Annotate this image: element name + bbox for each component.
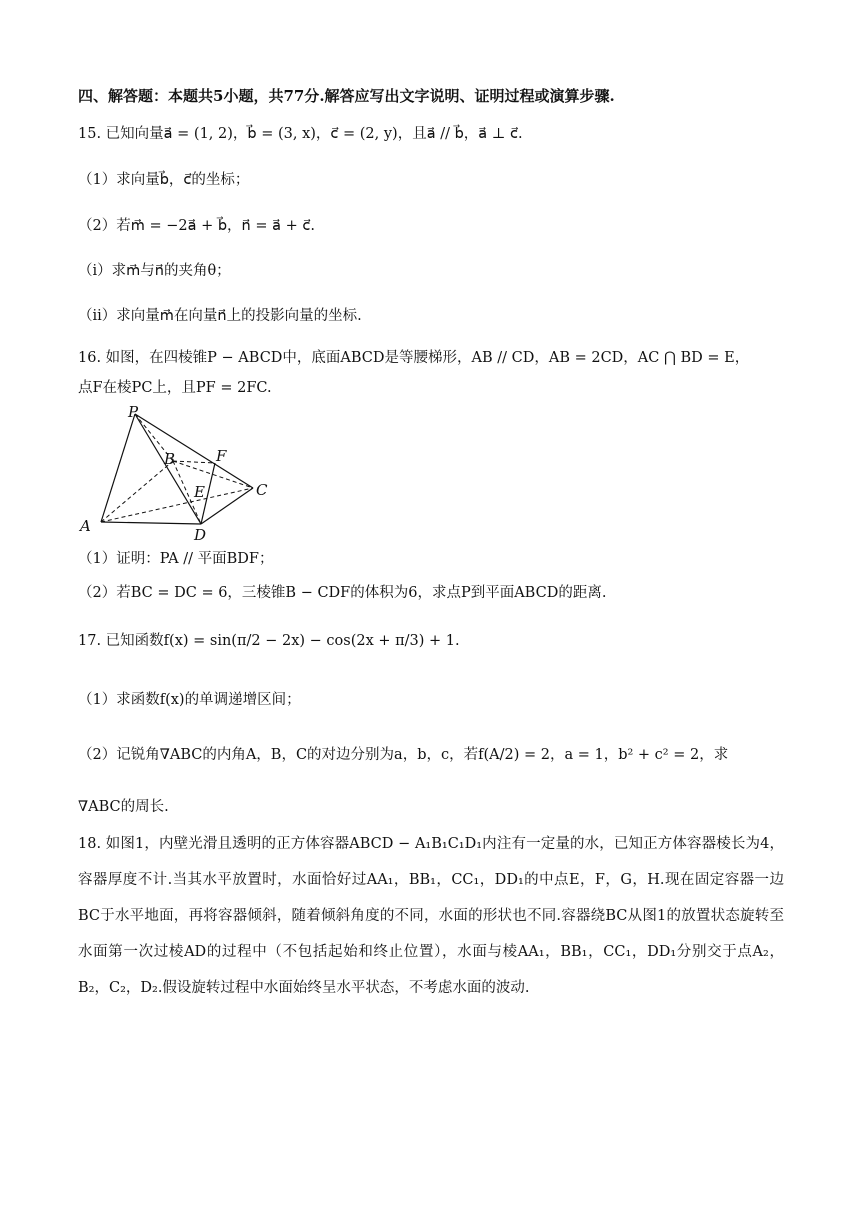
pyramid-figure bbox=[78, 403, 278, 543]
q18-text: 18. 如图1，内壁光滑且透明的正方体容器ABCD − A₁B₁C₁D₁内注有一定量的水，已知正方体容器棱长为4，容器厚度不计.当其水平放置时，水面恰好过AA₁，BB₁，CC₁，DD₁的中点E，F，G，H.现在固定容器一边BC于水平地面，再将容器倾斜，随着倾斜角度的不同，水面的形状也不同.容器绕BC从图1的放置状态旋转至水面第一次过棱AD的过程中（不包括起始和终止位置），水面与棱AA₁，BB₁，CC₁，DD₁分别交于点A₂，B₂，C₂，D₂.假设旋转过程中水面始终呈水平状态，不考虑水面的波动. bbox=[78, 836, 784, 996]
edge-PA bbox=[101, 414, 135, 522]
q16-part1: （1）证明：PA // 平面BDF； bbox=[78, 551, 274, 567]
label-A: A bbox=[80, 517, 91, 535]
q17-stem: 17. 已知函数f(x) = sin(π/2 − 2x) − cos(2x + π/3) + 1. bbox=[78, 633, 460, 649]
edge-AB bbox=[101, 461, 173, 522]
pyramid-diagram bbox=[78, 403, 278, 543]
q17-part2-line1: （2）记锐角∇ABC的内角A，B，C的对边分别为a，b，c，若f(A/2) = 2，a = 1，b² + c² = 2，求 bbox=[78, 747, 729, 763]
edge-BF bbox=[173, 461, 215, 463]
label-C: C bbox=[256, 481, 268, 499]
label-B: B bbox=[164, 450, 176, 468]
label-F: F bbox=[216, 447, 227, 465]
label-P: P bbox=[128, 403, 139, 421]
edge-PD bbox=[135, 414, 201, 524]
q15-part2-i: （i）求m⃗与n⃗的夹角θ； bbox=[78, 263, 231, 279]
q15-stem: 15. 已知向量a⃗ = (1, 2)，b⃗ = (3, x)，c⃗ = (2, y)，且a⃗ // b⃗，a⃗ ⊥ c⃗. bbox=[78, 126, 523, 142]
q15-part1: （1）求向量b⃗，c⃗的坐标； bbox=[78, 172, 250, 188]
edge-BC bbox=[173, 461, 253, 488]
edge-AD bbox=[101, 522, 201, 524]
label-E: E bbox=[194, 483, 205, 501]
q16-stem-line2: 点F在棱PC上，且PF = 2FC. bbox=[78, 380, 272, 396]
q17-part2-line2: ∇ABC的周长. bbox=[78, 799, 169, 815]
edge-PC bbox=[135, 414, 253, 488]
diag-AC bbox=[101, 488, 253, 522]
q16-part2: （2）若BC = DC = 6，三棱锥B − CDF的体积为6，求点P到平面ABCD的距离. bbox=[78, 585, 607, 601]
q15-part2: （2）若m⃗ = −2a⃗ + b⃗，n⃗ = a⃗ + c⃗. bbox=[78, 218, 315, 234]
section-heading: 四、解答题：本题共5小题，共77分.解答应写出文字说明、证明过程或演算步骤. bbox=[78, 87, 615, 105]
q16-stem-line1: 16. 如图，在四棱锥P − ABCD中，底面ABCD是等腰梯形，AB // CD，AB = 2CD，AC ⋂ BD = E， bbox=[78, 350, 750, 366]
label-D: D bbox=[194, 526, 207, 543]
q17-part1: （1）求函数f(x)的单调递增区间； bbox=[78, 692, 301, 708]
q15-part2-ii: （ii）求向量m⃗在向量n⃗上的投影向量的坐标. bbox=[78, 308, 362, 324]
